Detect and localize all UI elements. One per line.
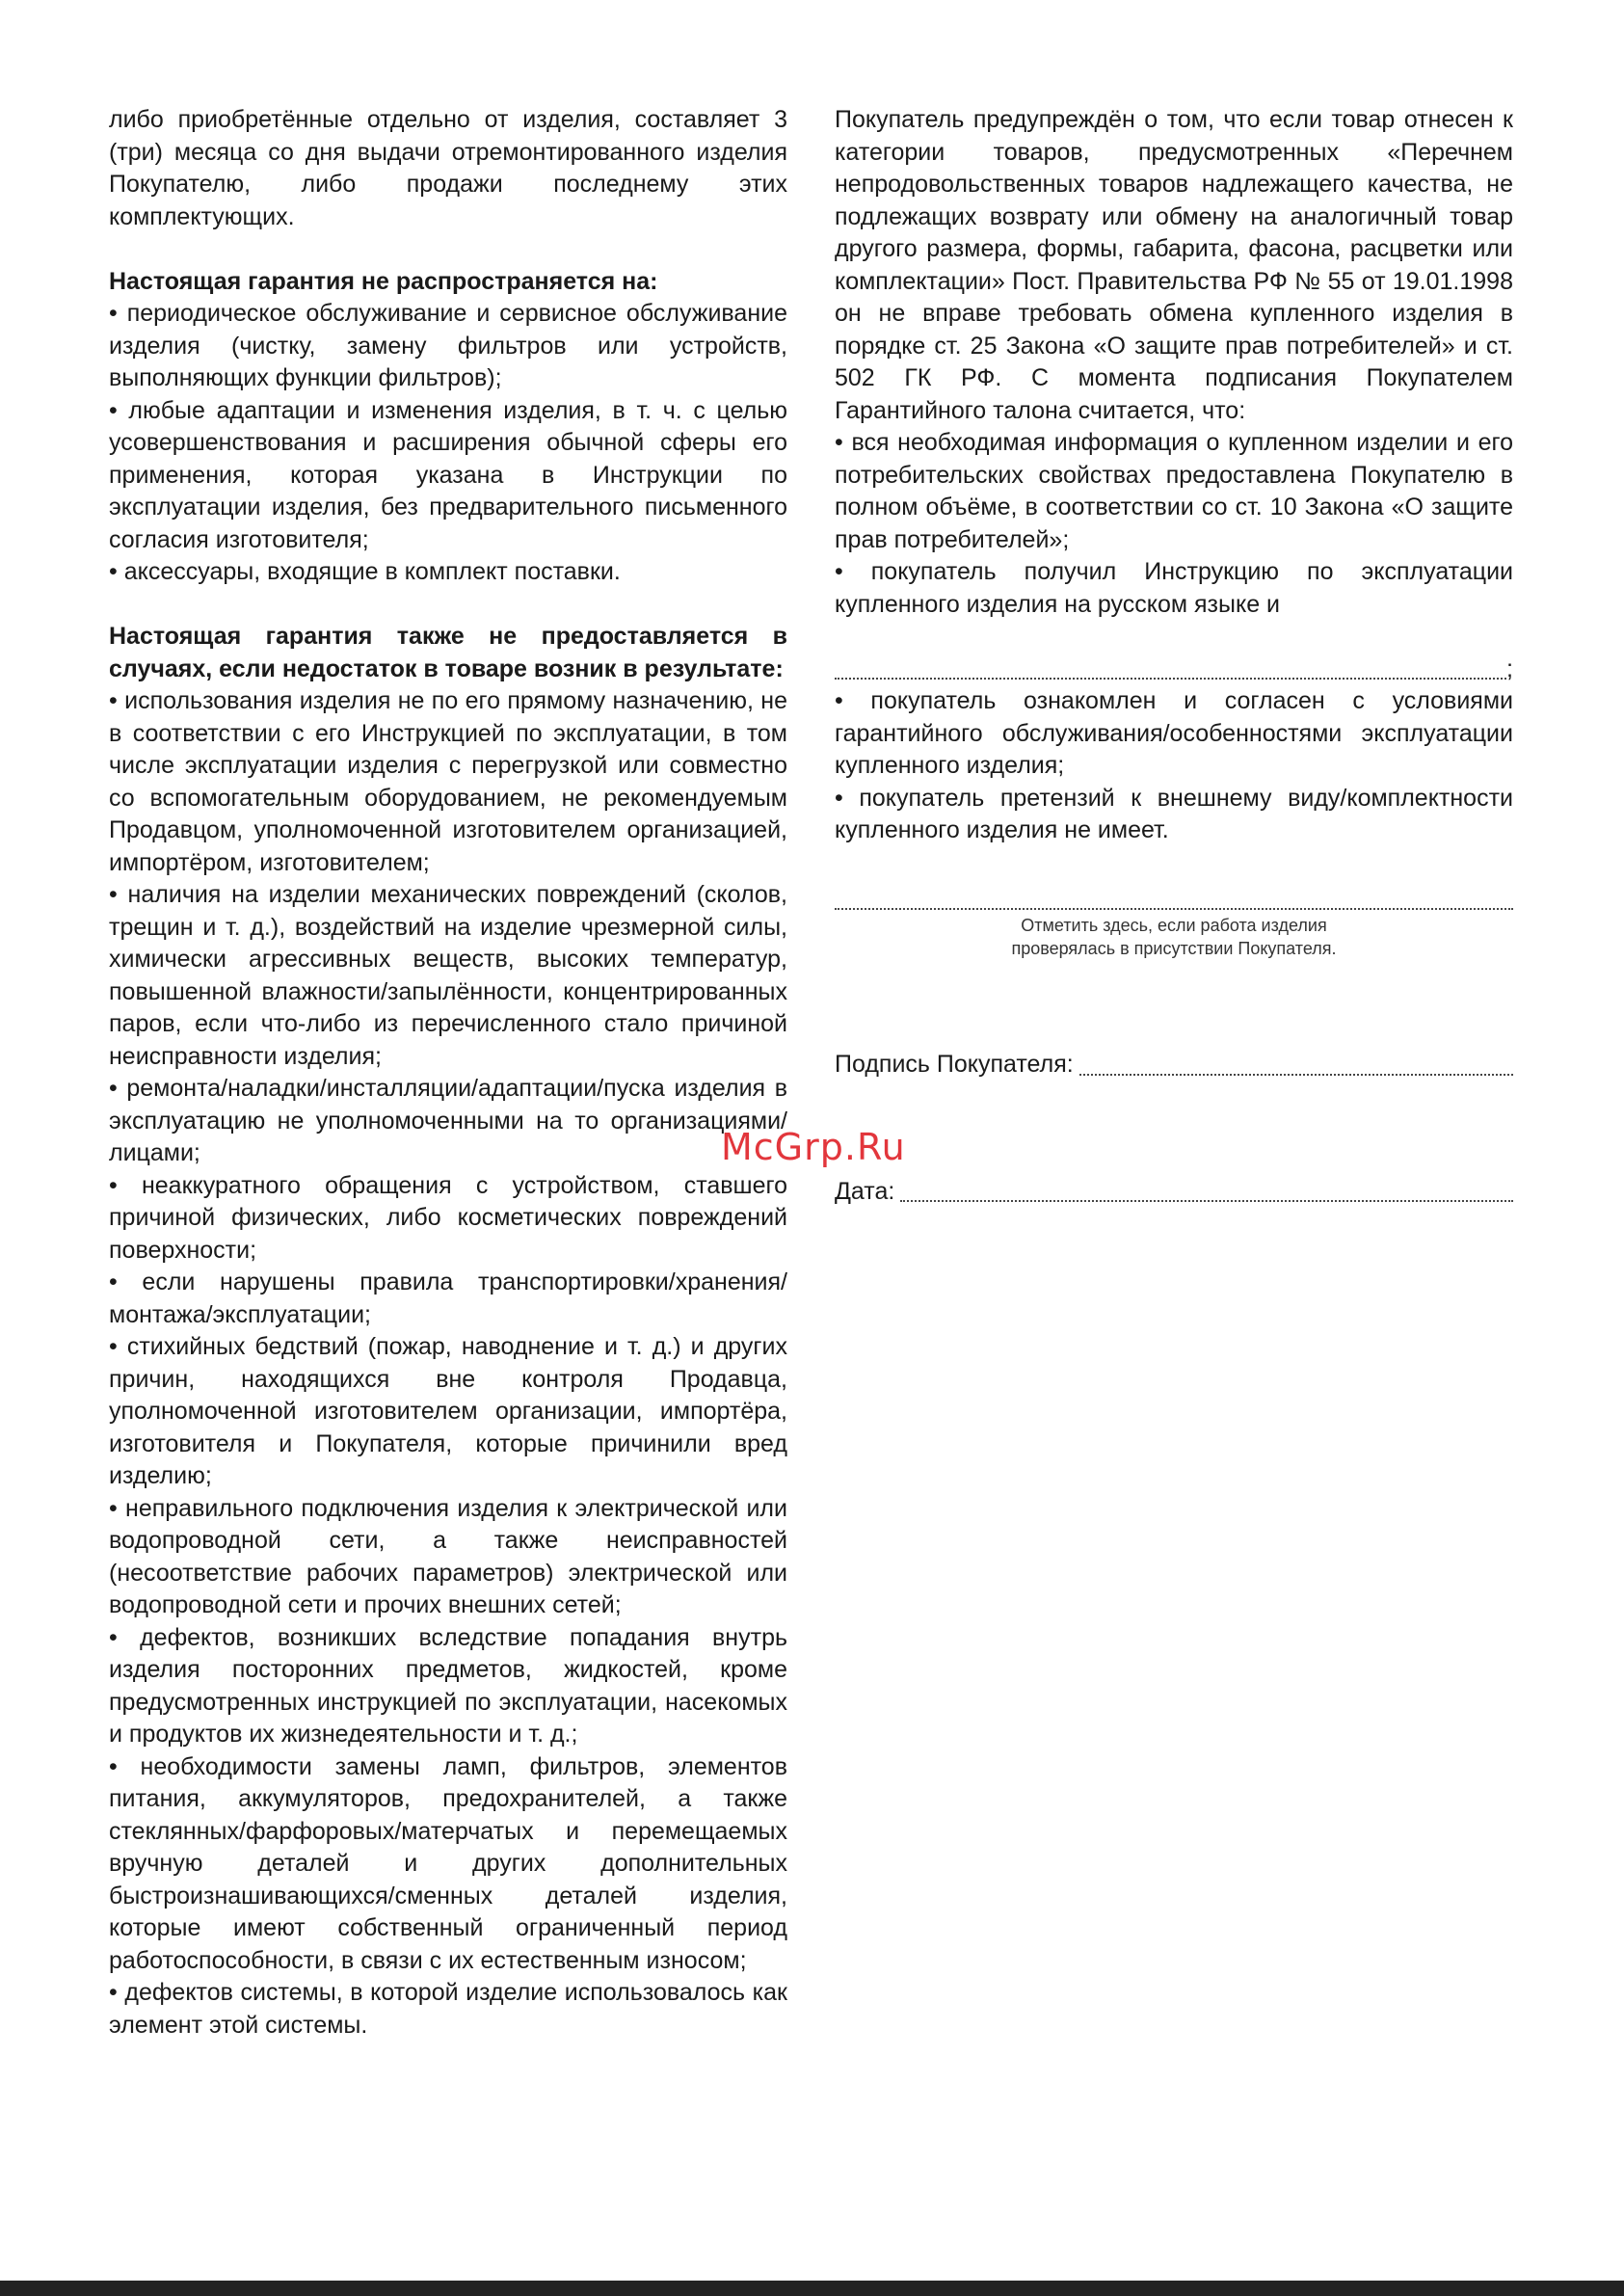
consent-item: • покупатель претензий к внешнему виду/комплектности купленного изделия не имеет.	[835, 784, 1513, 843]
section2-item: • неправильного подключения изделия к электрической или водопроводной сети, а также неисправностей (несоответствие рабочих параметров) электрической или водопроводной сети и прочих внешних сетей;	[109, 1494, 787, 1618]
language-fill-line[interactable]	[835, 654, 1513, 686]
section2-item: • неаккуратного обращения с устройством, ставшего причиной физических, либо косметических повреждений поверхности;	[109, 1171, 787, 1264]
watermark-logo: McGrp.Ru	[721, 1126, 906, 1168]
section2-item: • стихийных бедствий (пожар, наводнение и т. д.) и других причин, находящихся вне контроля Продавца, уполномоченной изготовителем организации, импортёра, изготовителя и Покупателя, которые причинили вред изделию;	[109, 1333, 787, 1489]
consent-item: • покупатель ознакомлен и согласен с условиями гарантийного обслуживания/особенностями эксплуатации купленного изделия;	[835, 687, 1513, 779]
check-caption	[835, 914, 1513, 960]
section2-item: • ремонта/наладки/инсталляции/адаптации/пуска изделия в эксплуатацию не уполномоченными на то организациями/ лицами;	[109, 1075, 787, 1166]
right-intro: Покупатель предупреждён о том, что если товар отнесен к категории товаров, предусмотренных «Перечнем непродовольственных товаров надлежащего качества, не подлежащих возврату или обмену на аналогичный товар другого размера, формы, габарита, фасона, расцветки или комплектации» Пост. Правительства РФ № 55 от 19.01.1998 он не вправе требовать обмена купленного изделия в порядке ст. 25 Закона «О защите прав потребителей» и ст. 502 ГК РФ. С момента подписания Покупателем Гарантийного талона считается, что:	[835, 106, 1513, 424]
date-label: Дата:	[835, 1177, 895, 1205]
section2-item: • дефектов системы, в которой изделие использовалось как элемент этой системы.	[109, 1979, 787, 2039]
section1-item: • любые адаптации и изменения изделия, в т. ч. с целью усовершенствования и расширения обычной сферы его применения, которая указана в Инструкции по эксплуатации изделия, без предварительного письменного согласия изготовителя;	[109, 396, 787, 553]
consent-item: • покупатель получил Инструкцию по эксплуатации купленного изделия на русском языке и	[835, 558, 1513, 618]
section1-title: Настоящая гарантия не распространяется на:	[109, 267, 658, 295]
bottom-edge-bar	[0, 2281, 1624, 2296]
date-field[interactable]	[900, 1177, 1513, 1202]
signature-label: Подпись Покупателя:	[835, 1051, 1074, 1078]
signature-field[interactable]	[1079, 1051, 1513, 1076]
left-column	[109, 104, 787, 2042]
check-caption-line-2: проверялась в присутствии Покупателя.	[1011, 939, 1337, 958]
check-mark-line[interactable]	[835, 885, 1513, 910]
date-row	[835, 1176, 1513, 1209]
line-end-mark: ;	[1506, 654, 1513, 682]
check-caption-line-1: Отметить здесь, если работа изделия	[1021, 916, 1327, 935]
section1-item: • аксессуары, входящие в комплект поставки.	[109, 558, 621, 585]
left-intro: либо приобретённые отдельно от изделия, составляет 3 (три) месяца со дня выдачи отремонтированного изделия Покупателю, либо продажи последнему этих комплектующих.	[109, 106, 787, 230]
section1-item: • периодическое обслуживание и сервисное обслуживание изделия (чистку, замену фильтров или устройств, выполняющих функции фильтров);	[109, 300, 787, 391]
section2-title: Настоящая гарантия также не предоставляется в случаях, если недостаток в товаре возник в результате:	[109, 623, 787, 682]
section2-item: • необходимости замены ламп, фильтров, элементов питания, аккумуляторов, предохранителей, а также стеклянных/фарфоровых/матерчатых и перемещаемых вручную деталей и других дополнительных быстроизнашивающихся/сменных деталей изделия, которые имеют собственный ограниченный период работоспособности, в связи с их естественным износом;	[109, 1752, 787, 1974]
section2-item: • если нарушены правила транспортировки/хранения/ монтажа/эксплуатации;	[109, 1268, 787, 1328]
consent-item: • вся необходимая информация о купленном изделии и его потребительских свойствах предоставлена Покупателю в полном объёме, в соответствии со ст. 10 Закона «О защите прав потребителей»;	[835, 429, 1513, 553]
signature-row	[835, 1049, 1513, 1081]
section2-item: • дефектов, возникших вследствие попадания внутрь изделия посторонних предметов, жидкостей, кроме предусмотренных инструкцией по эксплуатации, насекомых и продуктов их жизнедеятельности и т. д.;	[109, 1623, 787, 1748]
right-column	[835, 104, 1513, 1208]
section2-item: • использования изделия не по его прямому назначению, не в соответствии с его Инструкцией по эксплуатации, в том числе эксплуатации изделия с перегрузкой или совместно со вспомогательным оборудованием, не рекомендуемым Продавцом, уполномоченной изготовителем организацией, импортёром, изготовителем;	[109, 687, 787, 876]
section2-item: • наличия на изделии механических повреждений (сколов, трещин и т. д.), воздействий на изделие чрезмерной силы, химически агрессивных веществ, высоких температур, повышенной влажности/запылённости, концентрированных паров, если что-либо из перечисленного стало причиной неисправности изделия;	[109, 881, 787, 1070]
